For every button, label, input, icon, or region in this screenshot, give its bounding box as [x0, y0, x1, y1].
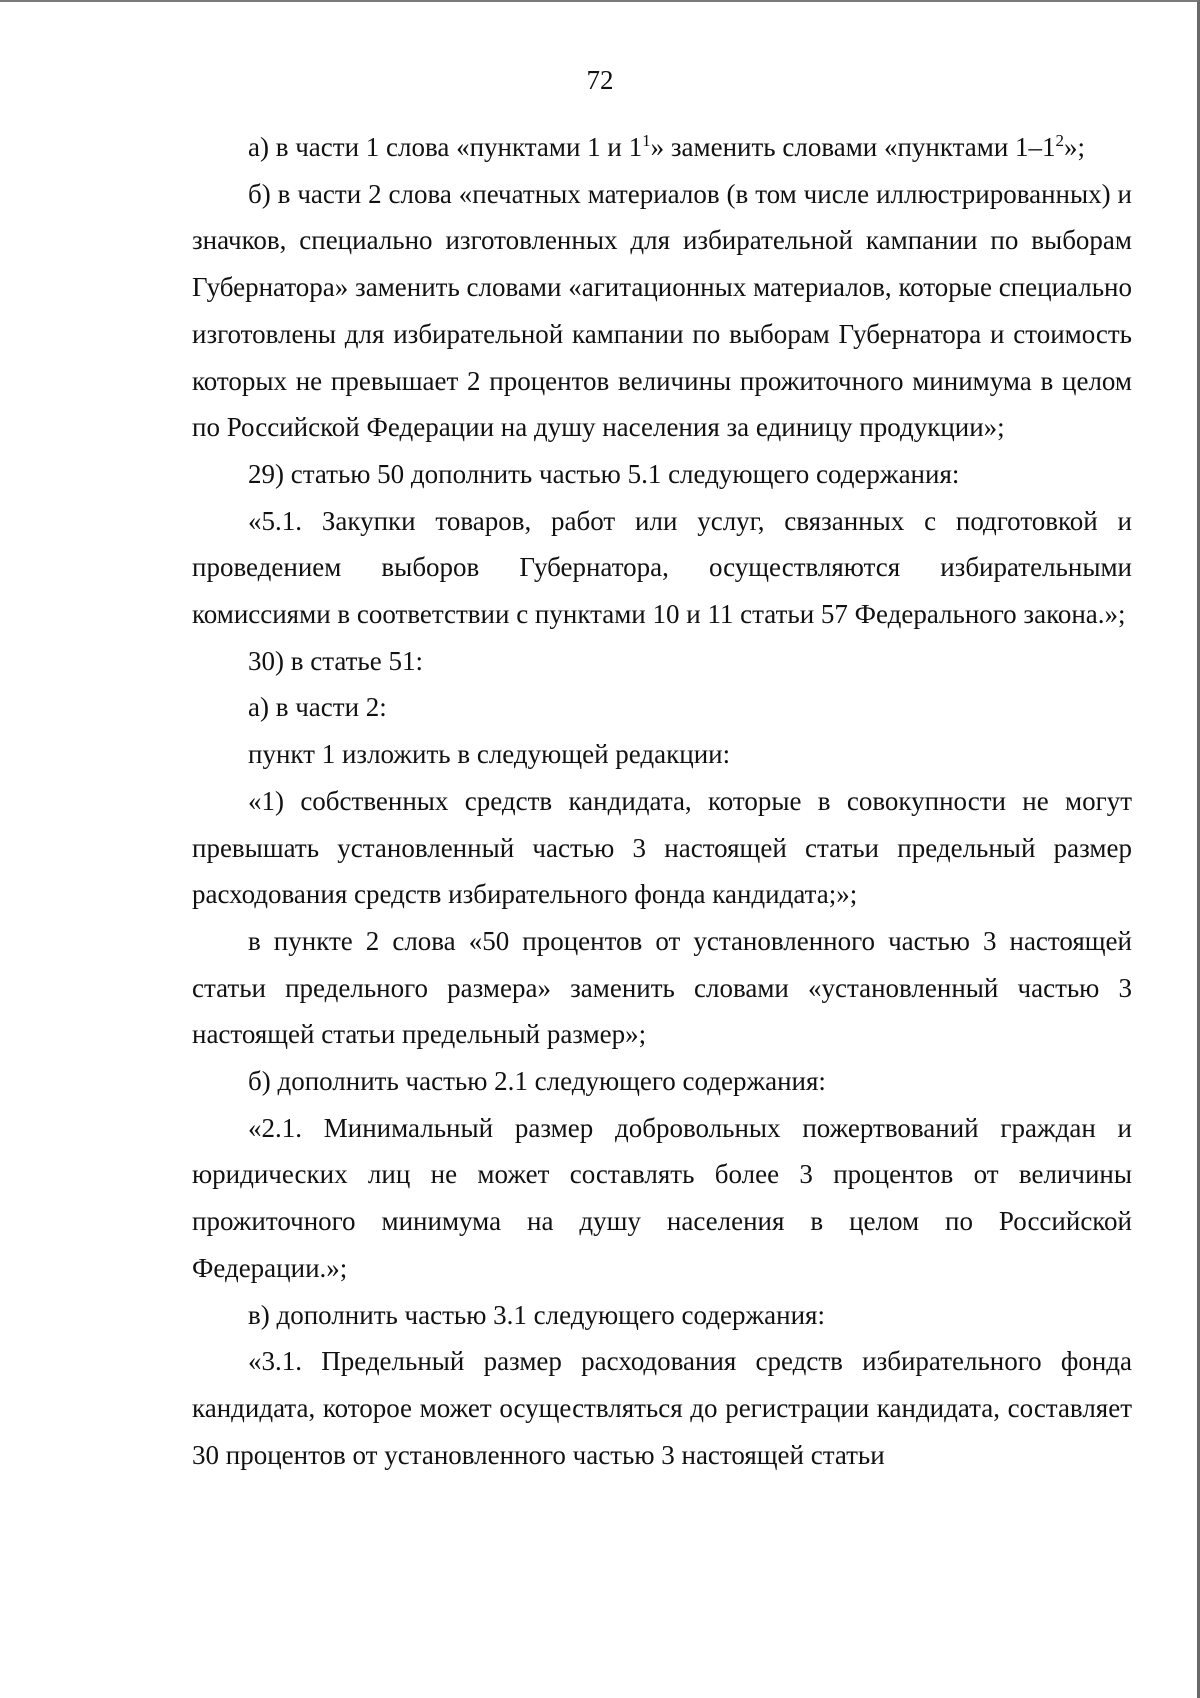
document-body	[192, 124, 1132, 1478]
paragraph-text-part: »;	[1064, 132, 1086, 162]
paragraph-amendment-b: б) в части 2 слова «печатных материалов (в том числе иллюстрированных) и значков, специально изготовленных для избирательной кампании по выборам Губернатора» заменить словами «агитационных материалов, которые специально изготовлены для избирательной кампании по выборам Губернатора и стоимость которых не превышает 2 процентов величины прожиточного минимума в целом по Российской Федерации на душу населения за единицу продукции»;	[192, 178, 1132, 443]
paragraph-text-part: а) в части 1 слова «пунктами 1 и 1	[248, 132, 643, 162]
paragraph-point-1: пункт 1 изложить в следующей редакции:	[248, 739, 731, 770]
superscript: 2	[1055, 131, 1065, 150]
paragraph-item-30: 30) в статье 51:	[248, 645, 423, 676]
paragraph-point-2: в пункте 2 слова «50 процентов от установленного частью 3 настоящей статьи предельного размера» заменить словами «установленный частью 3 настоящей статьи предельный размер»;	[192, 925, 1132, 1050]
paragraph-quote-1: «1) собственных средств кандидата, которые в совокупности не могут превышать установленный частью 3 настоящей статьи предельный размер расходования средств избирательного фонда кандидата;»;	[192, 785, 1132, 910]
paragraph-quote-5-1: «5.1. Закупки товаров, работ или услуг, связанных с подготовкой и проведением выборов Губернатора, осуществляются избирательными комиссиями в соответствии с пунктами 10 и 11 статьи 57 Федерального закона.»;	[192, 505, 1132, 630]
superscript: 1	[642, 131, 651, 150]
paragraph-amendment-a	[192, 124, 1132, 171]
paragraph-part-2: а) в части 2:	[248, 692, 387, 723]
paragraph-part-2-1: б) дополнить частью 2.1 следующего содержания:	[248, 1066, 826, 1097]
paragraph-quote-2-1: «2.1. Минимальный размер добровольных пожертвований граждан и юридических лиц не может составлять более 3 процентов от величины прожиточного минимума на душу населения в целом по Российской Федерации.»;	[192, 1112, 1132, 1283]
page-number: 72	[586, 65, 614, 95]
paragraph-quote-3-1: «3.1. Предельный размер расходования средств избирательного фонда кандидата, которое может осуществляться до регистрации кандидата, составляет 30 процентов от установленного частью 3 настоящей статьи	[192, 1346, 1132, 1470]
paragraph-item-29: 29) статью 50 дополнить частью 5.1 следующего содержания:	[248, 458, 960, 489]
paragraph-part-3-1: в) дополнить частью 3.1 следующего содержания:	[248, 1299, 825, 1330]
paragraph-text-part: » заменить словами «пунктами 1–1	[650, 132, 1056, 162]
